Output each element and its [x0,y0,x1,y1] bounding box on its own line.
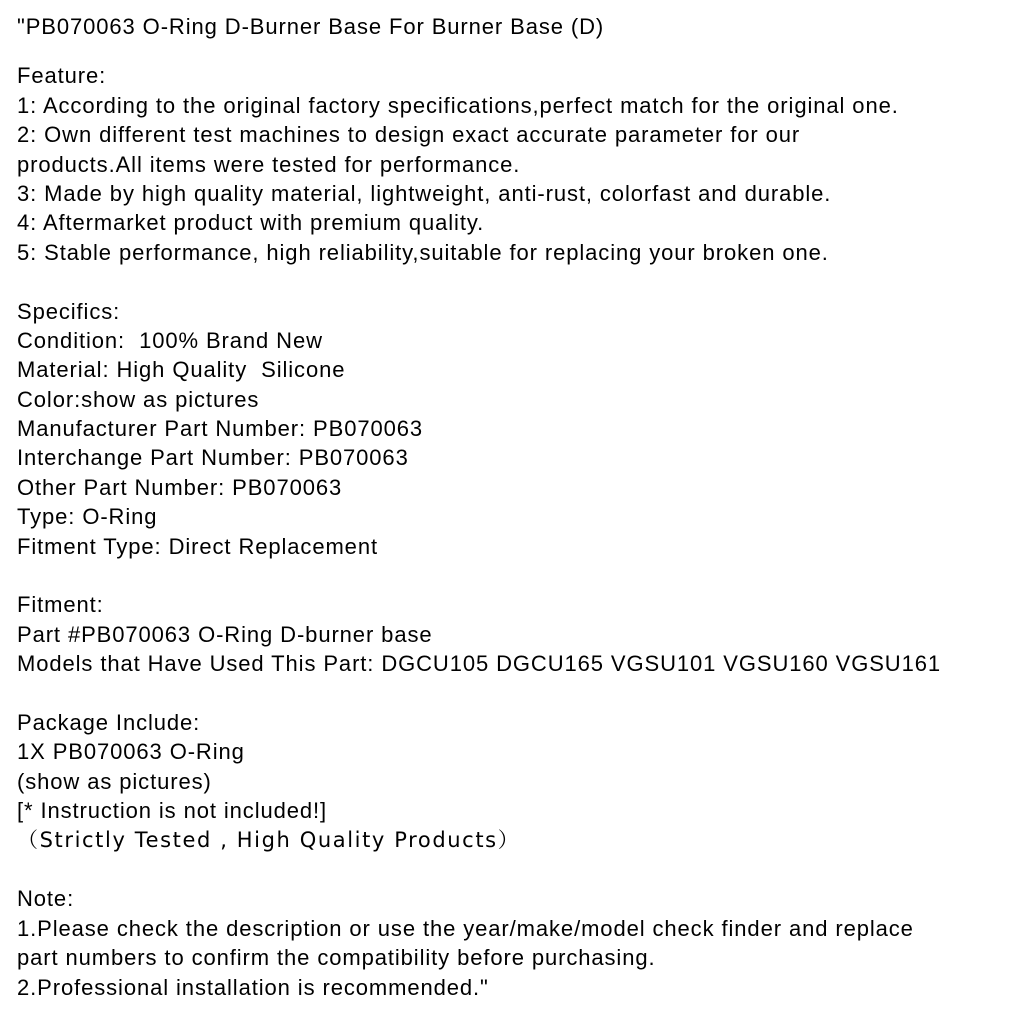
text-line: Color:show as pictures [17,386,260,412]
text-line: 2.Professional installation is recommended." [17,974,489,1000]
blank-line [17,855,1008,884]
document-title: "PB070063 O-Ring D-Burner Base For Burner Base (D) [17,14,605,39]
text-line: 4: Aftermarket product with premium quality. [17,210,485,236]
blank-line [17,267,1008,296]
text-line: Other Part Number: PB070063 [17,474,343,500]
text-line: Type: O-Ring [17,504,158,530]
text-line: products.All items were tested for performance. [17,151,521,177]
section-heading-fitment: Fitment: [17,592,104,618]
text-line: Condition: 100% Brand New [17,327,323,353]
text-line: Interchange Part Number: PB070063 [17,445,409,471]
text-line: Manufacturer Part Number: PB070063 [17,416,424,442]
section-heading-specifics: Specifics: [17,298,121,324]
text-line: (show as pictures) [17,768,212,794]
section-heading-note: Note: [17,886,75,912]
blank-line [17,679,1008,708]
text-line: 5: Stable performance, high reliability,suitable for replacing your broken one. [17,239,829,265]
blank-line [17,561,1008,590]
text-line: 2: Own different test machines to design exact accurate parameter for our [17,122,801,148]
text-line: 1: According to the original factory specifications,perfect match for the original one. [17,92,899,118]
text-line: Models that Have Used This Part: DGCU105 DGCU165 VGSU101 VGSU160 VGSU161 [17,651,942,677]
text-line: [* Instruction is not included!] [17,798,328,824]
text-line: Fitment Type: Direct Replacement [17,533,378,559]
text-line: 1.Please check the description or use the year/make/model check finder and replace [17,915,914,941]
text-line: 1X PB070063 O-Ring [17,739,245,765]
section-heading-feature: Feature: [17,63,107,89]
blank-line [17,41,1008,61]
text-line: Part #PB070063 O-Ring D-burner base [17,621,433,647]
text-line: part numbers to confirm the compatibility before purchasing. [17,945,656,971]
text-line: 3: Made by high quality material, lightweight, anti-rust, colorfast and durable. [17,180,832,206]
text-line: Material: High Quality Silicone [17,357,346,383]
text-line: （Strictly Tested , High Quality Products） [17,827,521,852]
section-heading-package: Package Include: [17,709,201,735]
